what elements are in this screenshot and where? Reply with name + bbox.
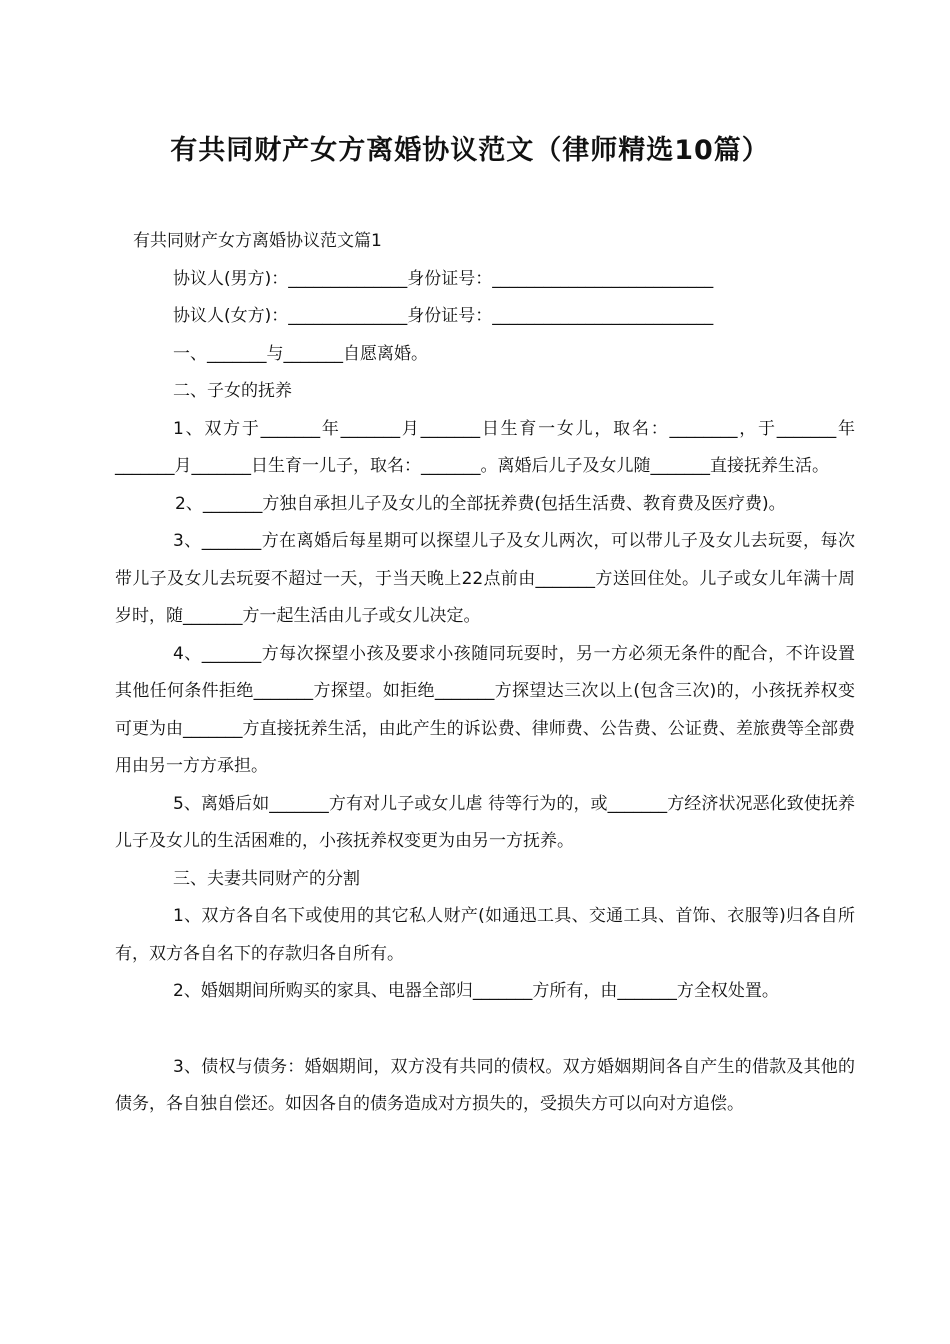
document-title: 有共同财产女方离婚协议范文（律师精选10篇） (170, 135, 770, 166)
document-body (115, 223, 855, 1124)
clause-1: 一、_______与_______自愿离婚。 (173, 343, 428, 364)
party-female-line: 协议人(女方)：______________身份证号：__________________________ (173, 306, 714, 326)
party-male-line: 协议人(男方)：______________身份证号：__________________________ (173, 268, 714, 289)
child-clause-5: 5、离婚后如_______方有对儿子或女儿虐 待等行为的，或_______方经济状况恶化致使抚养儿子及女儿的生活困难的，小孩抚养权变更为由另一方抚养。 (115, 793, 855, 851)
property-clause-2: 2、婚姻期间所购买的家具、电器全部归_______方所有，由_______方全权处置。 (173, 981, 779, 1001)
blank-gap (115, 1011, 855, 1049)
property-clause-3: 3、债权与债务：婚姻期间，双方没有共同的债权。双方婚姻期间各自产生的借款及其他的债务，各自独自偿还。如因各自的债务造成对方损失的，受损失方可以向对方追偿。 (115, 1056, 855, 1114)
child-clause-4: 4、_______方每次探望小孩及要求小孩随同玩耍时，另一方必须无条件的配合，不许设置其他任何条件拒绝_______方探望。如拒绝_______方探望达三次以上(包含三次)的，小孩抚养权变可更为由_______方直接抚养生活，由此产生的诉讼费、律师费、公告费、公证费、差旅费等全部费用由另一方方承担。 (115, 643, 855, 776)
heading-property-division: 三、夫妻共同财产的分割 (173, 868, 360, 889)
section-heading: 有共同财产女方离婚协议范文篇1 (133, 231, 382, 251)
property-clause-1: 1、双方各自名下或使用的其它私人财产(如通迅工具、交通工具、首饰、衣服等)归各自所有，双方各自名下的存款归各自所有。 (115, 906, 855, 964)
child-clause-2: 2、_______方独自承担儿子及女儿的全部抚养费(包括生活费、教育费及医疗费)。 (175, 493, 786, 514)
child-clause-3: 3、_______方在离婚后每星期可以探望儿子及女儿两次，可以带儿子及女儿去玩耍，每次带儿子及女儿去玩耍不超过一天，于当天晚上22点前由_______方送回住处。儿子或女儿年满十周岁时，随_______方一起生活由儿子或女儿决定。 (115, 531, 855, 626)
heading-child-support: 二、子女的抚养 (173, 381, 292, 401)
child-clause-1: 1、双方于_______年_______月_______日生育一女儿，取名：________，于_______年_______月_______日生育一儿子，取名：_______。离婚后儿子及女儿随_______直接抚养生活。 (115, 418, 855, 476)
